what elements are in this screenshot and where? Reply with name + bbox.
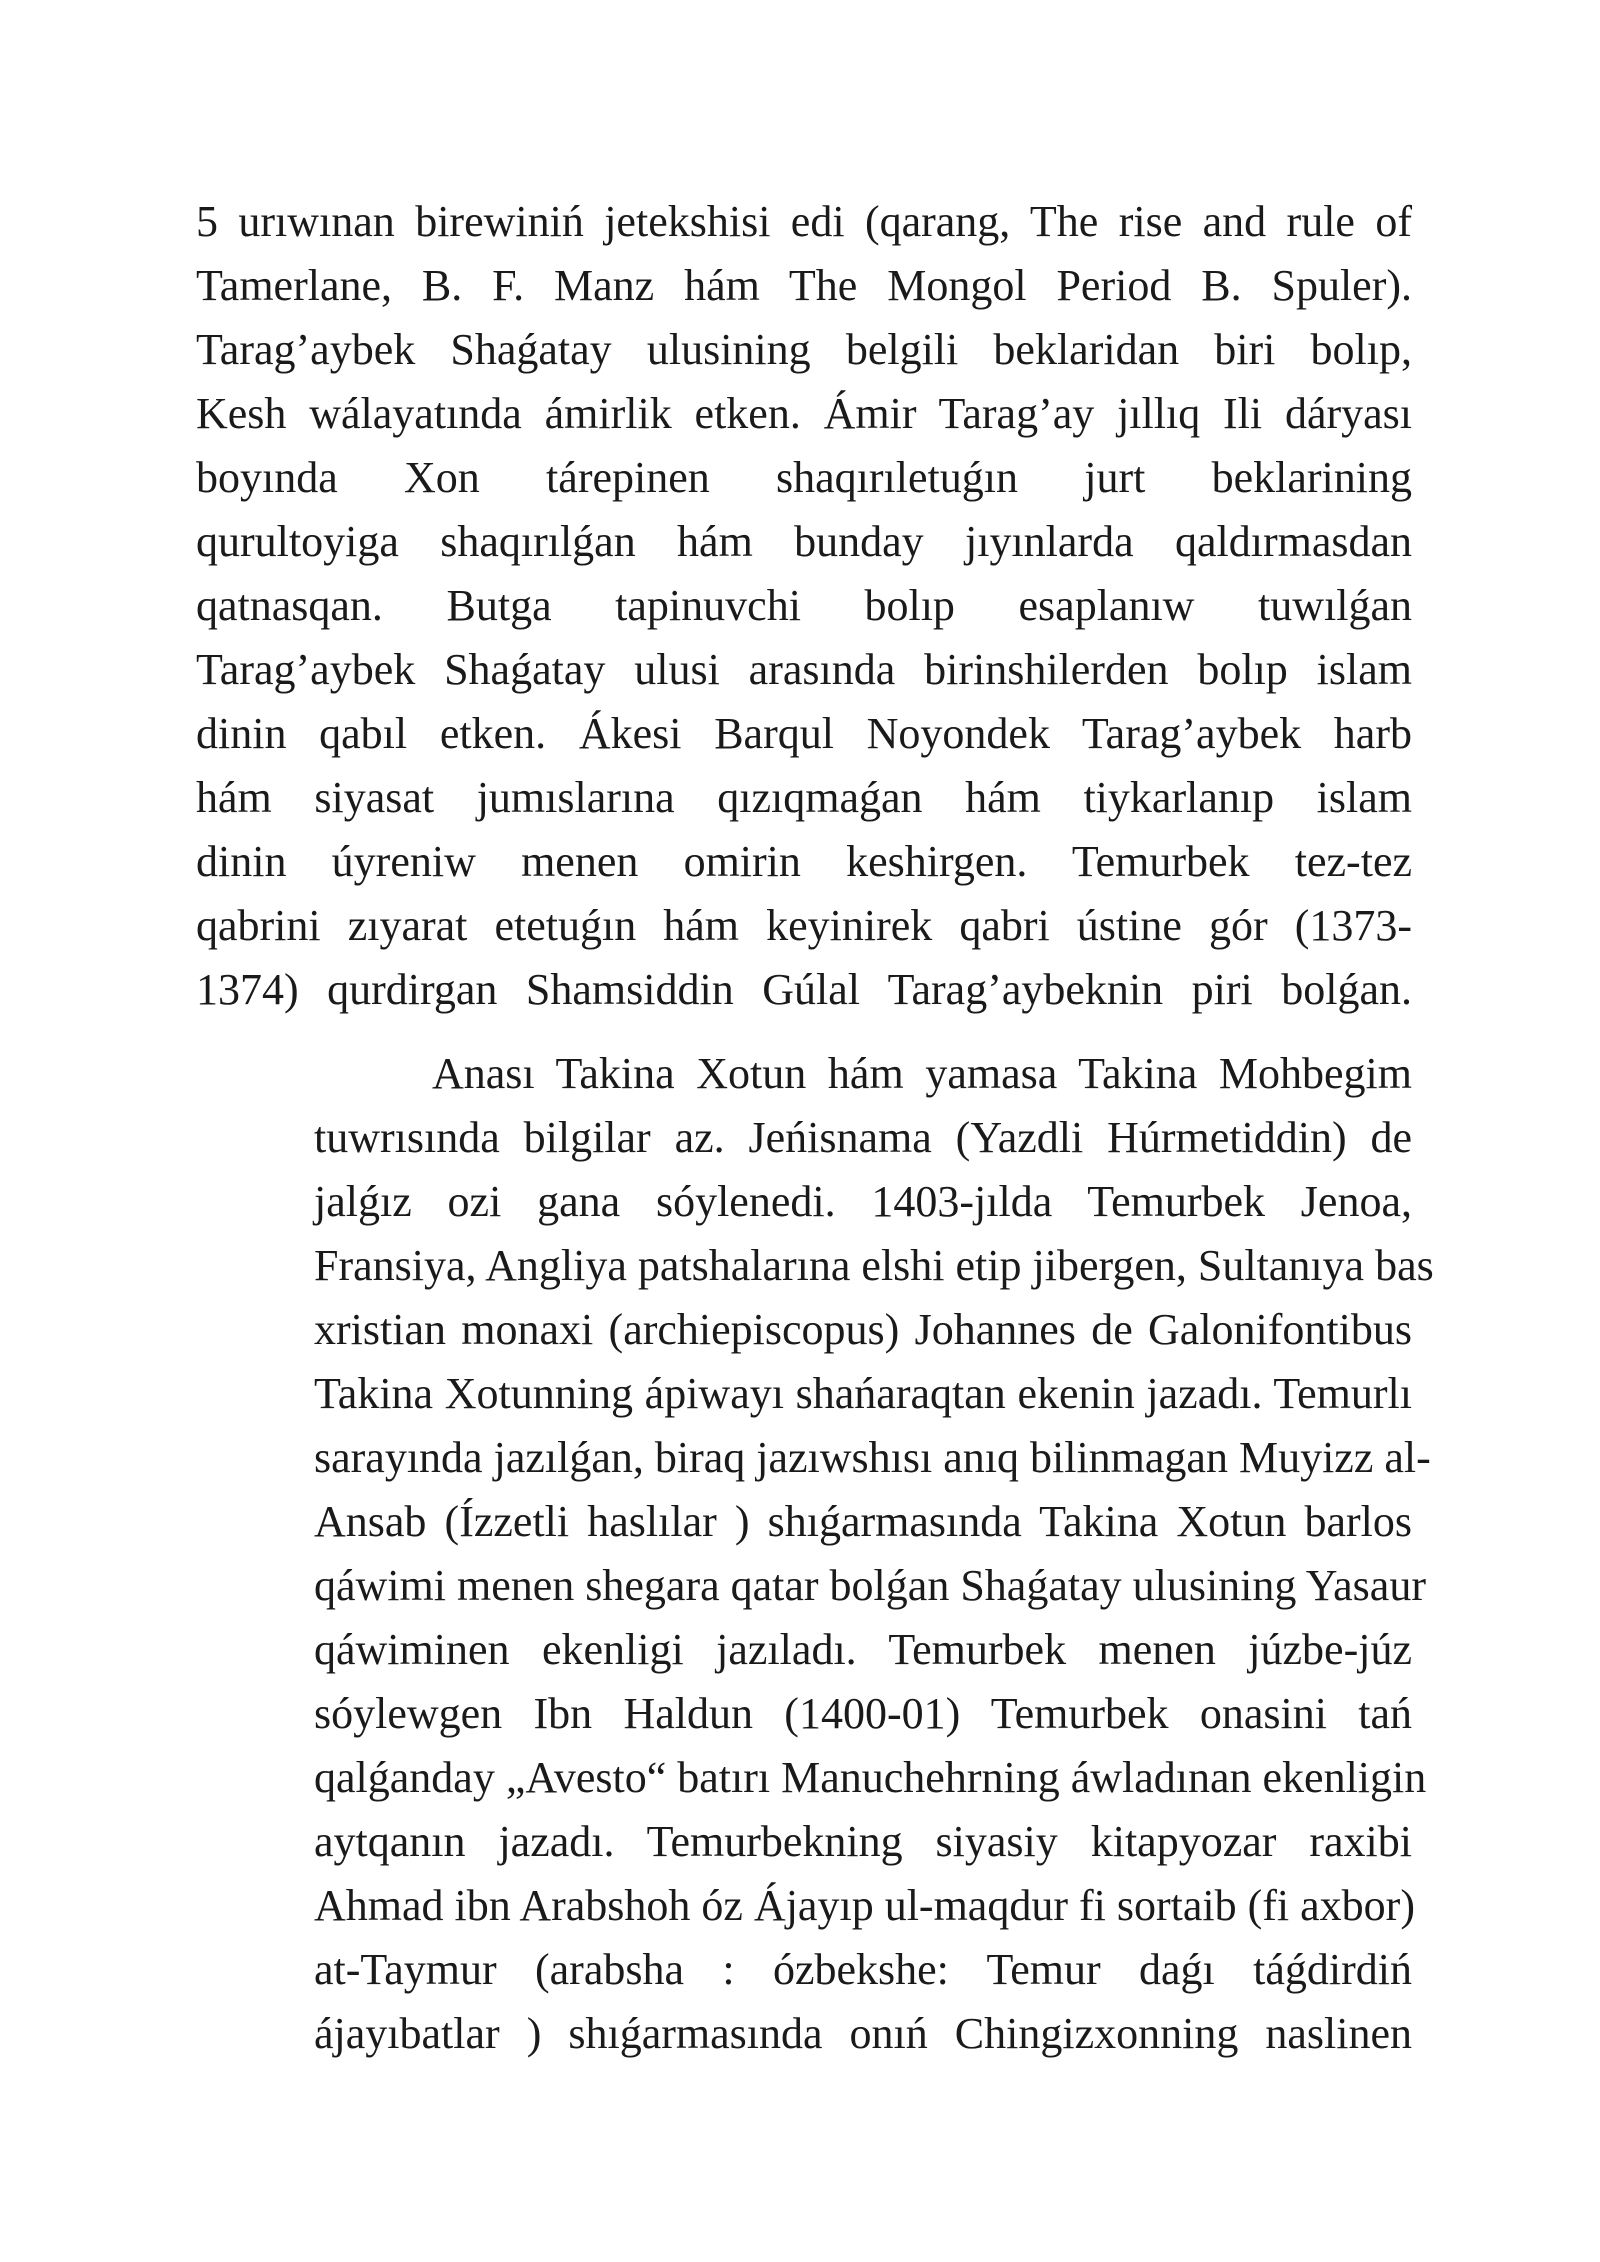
text-line: at-Taymur (arabsha : ózbekshe: Temur daǵı táǵdirdiń xyxy=(314,1945,1412,1994)
text-line: Tamerlane, B. F. Manz hám The Mongol Period B. Spuler). xyxy=(196,261,1412,310)
paragraph-1 xyxy=(196,190,1412,1022)
text-line: Fransiya, Angliya patshalarına elshi etip jibergen, Sultanıya bas xyxy=(314,1241,1434,1290)
text-line: sóylewgen Ibn Haldun (1400-01) Temurbek onasini tań xyxy=(314,1689,1412,1738)
text-line: qalǵanday „Avesto“ batırı Manuchehrning áwladınan ekenligin xyxy=(314,1753,1427,1802)
document-page xyxy=(196,190,1434,2066)
text-line: Ansab (Ízzetli haslılar ) shıǵarmasında Takina Xotun barlos xyxy=(314,1497,1412,1546)
text-line: boyında Xon tárepinen shaqırıletuǵın jurt beklarining xyxy=(196,453,1412,502)
text-line: dinin úyreniw menen omirin keshirgen. Temurbek tez-tez xyxy=(196,837,1412,886)
text-line: hám siyasat jumıslarına qızıqmaǵan hám tiykarlanıp islam xyxy=(196,773,1412,822)
text-line: Tarag’aybek Shaǵatay ulusining belgili beklaridan biri bolıp, xyxy=(196,325,1412,374)
text-line: Kesh wálayatında ámirlik etken. Ámir Tarag’ay jıllıq Ili dáryası xyxy=(196,389,1412,438)
text-line: qabrini zıyarat etetuǵın hám keyinirek qabri ústine gór (1373- xyxy=(196,901,1412,950)
text-line: Tarag’aybek Shaǵatay ulusi arasında birinshilerden bolıp islam xyxy=(196,645,1412,694)
text-line: Ahmad ibn Arabshoh óz Ájayıp ul-maqdur fi sortaib (fi axbor) xyxy=(314,1881,1415,1930)
text-line-indented: Anası Takina Xotun hám yamasa Takina Mohbegim xyxy=(432,1049,1412,1098)
text-line: jalǵız ozi gana sóylenedi. 1403-jılda Temurbek Jenoa, xyxy=(314,1177,1412,1226)
text-line: sarayında jazılǵan, biraq jazıwshısı anıq bilinmagan Muyizz al- xyxy=(314,1433,1431,1482)
text-line: 1374) qurdirgan Shamsiddin Gúlal Tarag’aybeknin piri bolǵan. xyxy=(196,965,1412,1014)
text-line: aytqanın jazadı. Temurbekning siyasiy kitapyozar raxibi xyxy=(314,1817,1412,1866)
text-line: qáwimi menen shegara qatar bolǵan Shaǵatay ulusining Yasaur xyxy=(314,1561,1426,1610)
text-line: Takina Xotunning ápiwayı shańaraqtan ekenin jazadı. Temurlı xyxy=(314,1369,1412,1418)
text-line: qurultoyiga shaqırılǵan hám bunday jıyınlarda qaldırmasdan xyxy=(196,517,1412,566)
text-line: dinin qabıl etken. Ákesi Barqul Noyondek Tarag’aybek harb xyxy=(196,709,1412,758)
text-line: 5 urıwınan birewiniń jetekshisi edi (qarang, The rise and rule of xyxy=(196,197,1412,246)
text-line: tuwrısında bilgilar az. Jeńisnama (Yazdli Húrmetiddin) de xyxy=(314,1113,1412,1162)
text-line: xristian monaxi (archiepiscopus) Johannes de Galonifontibus xyxy=(314,1305,1412,1354)
paragraph-2 xyxy=(196,1042,1434,2066)
text-line: qatnasqan. Butga tapinuvchi bolıp esaplanıw tuwılǵan xyxy=(196,581,1412,630)
text-line: ájayıbatlar ) shıǵarmasında onıń Chingizxonning naslinen xyxy=(314,2009,1412,2058)
text-line: qáwiminen ekenligi jazıladı. Temurbek menen júzbe-júz xyxy=(314,1625,1412,1674)
